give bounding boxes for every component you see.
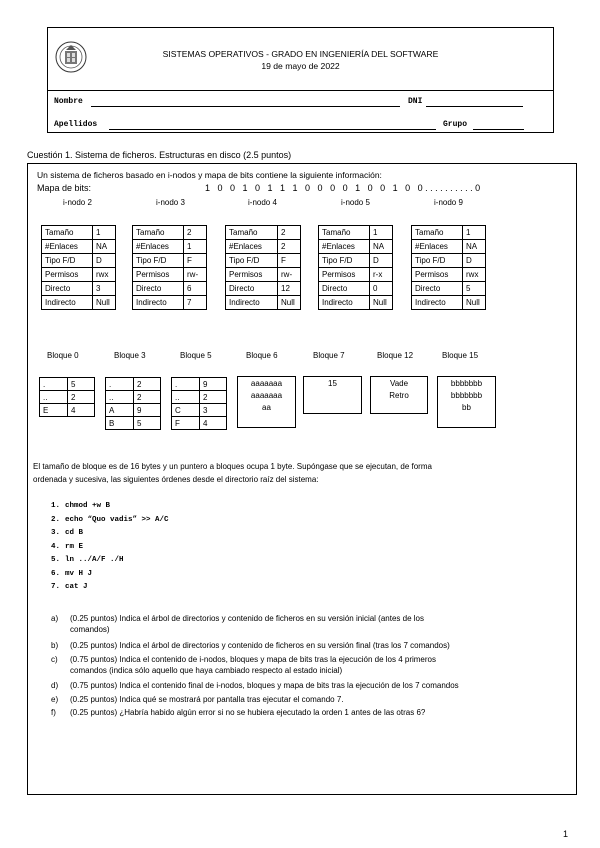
text-line: Retro (389, 391, 409, 400)
cell: 2 (68, 391, 95, 404)
cell: Tamaño (133, 226, 184, 240)
text-line: Vade (389, 379, 409, 388)
subquestion-a (51, 613, 556, 635)
cell: #Enlaces (412, 240, 463, 254)
text-line: bb (462, 403, 471, 412)
cell: Directo (319, 282, 370, 296)
cell: Directo (412, 282, 463, 296)
exam-title: SISTEMAS OPERATIVOS - GRADO EN INGENIERÍA DEL SOFTWARE (162, 49, 439, 59)
text-line: 15 (328, 379, 337, 388)
cell: Null (370, 296, 393, 310)
command-number: 2. (51, 516, 61, 524)
cell: Indirecto (133, 296, 184, 310)
block-0-table (39, 377, 95, 417)
block-7-content (303, 376, 362, 414)
command-item (51, 502, 110, 510)
cell: rw- (278, 268, 301, 282)
cell: rwx (93, 268, 116, 282)
cell: Null (463, 296, 486, 310)
statement-line-2: ordenada y sucesiva, las siguientes órdenes desde el directorio raíz del sistema: (33, 475, 319, 484)
subquestion-letter: a) (51, 614, 59, 623)
subquestion-f (51, 707, 566, 718)
command-item (51, 529, 83, 537)
cell: 2 (278, 226, 301, 240)
nombre-label: Nombre (54, 97, 83, 106)
dni-field[interactable] (426, 106, 523, 107)
subquestion-text: (0.25 puntos) Indica el árbol de directorios y contenido de ficheros en su versión final (tras los 7 comandos) (70, 641, 450, 650)
command-number: 6. (51, 570, 61, 578)
cell: Tamaño (42, 226, 93, 240)
cell: Tamaño (412, 226, 463, 240)
cell: Null (93, 296, 116, 310)
cell: 9 (200, 378, 227, 391)
cell: B (106, 417, 134, 430)
cell: rwx (463, 268, 486, 282)
subquestion-text: (0.75 puntos) Indica el contenido final de i-nodos, bloques y mapa de bits tras la ejecución de los 7 comandos (70, 681, 459, 690)
cell: Directo (133, 282, 184, 296)
command-text: cd B (65, 529, 84, 537)
bitmap-bits: 1 0 0 1 0 1 1 1 0 0 0 0 1 0 0 1 0 0 . . . . . . . . . . 0 (205, 183, 481, 193)
intro-text: Un sistema de ficheros basado en i-nodos y mapa de bits contiene la siguiente información: (37, 170, 382, 180)
subquestion-letter: b) (51, 641, 59, 650)
cell: .. (40, 391, 68, 404)
cell: F (278, 254, 301, 268)
cell: Tipo F/D (42, 254, 93, 268)
subquestion-d (51, 680, 566, 691)
cell: Permisos (226, 268, 278, 282)
command-item (51, 543, 83, 551)
cell: 2 (134, 378, 161, 391)
header-title-area (48, 28, 553, 91)
block-label: Bloque 15 (442, 351, 479, 360)
cell: Tamaño (226, 226, 278, 240)
block-6-content (237, 376, 296, 428)
inode-table-2 (41, 225, 116, 310)
cell: #Enlaces (42, 240, 93, 254)
exam-header (47, 27, 554, 133)
cell: F (184, 254, 207, 268)
command-number: 3. (51, 529, 61, 537)
command-item (51, 570, 92, 578)
command-number: 7. (51, 583, 61, 591)
grupo-field[interactable] (473, 129, 524, 130)
cell: 1 (370, 226, 393, 240)
apellidos-label: Apellidos (54, 120, 98, 129)
cell: #Enlaces (319, 240, 370, 254)
inode-table-3 (132, 225, 207, 310)
cell: 9 (134, 404, 161, 417)
cell: NA (463, 240, 486, 254)
cell: 5 (68, 378, 95, 391)
command-item (51, 516, 169, 524)
subquestion-e (51, 694, 566, 705)
cell: Permisos (319, 268, 370, 282)
block-3-table (105, 377, 161, 430)
cell: 4 (200, 417, 227, 430)
inode-label: i-nodo 3 (156, 198, 185, 207)
subquestion-c (51, 654, 556, 676)
cell: 7 (184, 296, 207, 310)
cell: . (106, 378, 134, 391)
text-line: bbbbbbb (450, 379, 483, 388)
block-label: Bloque 12 (377, 351, 414, 360)
cell: 6 (184, 282, 207, 296)
cell: . (172, 378, 200, 391)
block-15-content (437, 376, 496, 428)
cell: Directo (226, 282, 278, 296)
cell: 3 (93, 282, 116, 296)
command-text: cat J (65, 583, 88, 591)
cell: Tipo F/D (226, 254, 278, 268)
inode-table-9 (411, 225, 486, 310)
block-label: Bloque 3 (114, 351, 146, 360)
inode-label: i-nodo 2 (63, 198, 92, 207)
subquestion-text: (0.25 puntos) ¿Habría habido algún error si no se hubiera ejecutado la orden 1 antes de las otras 6? (70, 708, 426, 717)
text-line: aaaaaaa (250, 391, 283, 400)
cell: 2 (184, 226, 207, 240)
cell: r-x (370, 268, 393, 282)
cell: Null (278, 296, 301, 310)
subquestion-letter: c) (51, 655, 58, 664)
inode-table-5 (318, 225, 393, 310)
cell: Directo (42, 282, 93, 296)
text-line: bbbbbbb (450, 391, 483, 400)
inode-label: i-nodo 5 (341, 198, 370, 207)
block-label: Bloque 5 (180, 351, 212, 360)
cell: Permisos (133, 268, 184, 282)
cell: 2 (278, 240, 301, 254)
command-text: mv H J (65, 570, 93, 578)
command-number: 5. (51, 556, 61, 564)
cell: F (172, 417, 200, 430)
text-line: aa (262, 403, 271, 412)
cell: Indirecto (319, 296, 370, 310)
cell: Tipo F/D (412, 254, 463, 268)
block-5-table (171, 377, 227, 430)
cell: 5 (463, 282, 486, 296)
command-text: chmod +w B (65, 502, 111, 510)
cell: Tipo F/D (319, 254, 370, 268)
command-text: ln ../A/F ./H (65, 556, 124, 564)
cell: Indirecto (412, 296, 463, 310)
cell: 1 (184, 240, 207, 254)
cell: 2 (200, 391, 227, 404)
cell: Permisos (412, 268, 463, 282)
inode-label: i-nodo 4 (248, 198, 277, 207)
cell: A (106, 404, 134, 417)
cell: D (463, 254, 486, 268)
cell: Tamaño (319, 226, 370, 240)
exam-date: 19 de mayo de 2022 (261, 61, 340, 71)
cell: Permisos (42, 268, 93, 282)
cell: Tipo F/D (133, 254, 184, 268)
inode-table-4 (225, 225, 301, 310)
text-line: aaaaaaa (250, 379, 283, 388)
command-number: 4. (51, 543, 61, 551)
command-number: 1. (51, 502, 61, 510)
command-item (51, 556, 124, 564)
cell: C (172, 404, 200, 417)
block-label: Bloque 0 (47, 351, 79, 360)
cell: NA (370, 240, 393, 254)
subquestion-letter: d) (51, 681, 59, 690)
block-label: Bloque 7 (313, 351, 345, 360)
question-title: Cuestión 1. Sistema de ficheros. Estructuras en disco (2.5 puntos) (27, 150, 292, 160)
subquestion-text-cont: comandos (indica sólo aquello que haya cambiado respecto al estado inicial) (70, 666, 343, 675)
cell: .. (106, 391, 134, 404)
block-12-content (370, 376, 428, 414)
cell: . (40, 378, 68, 391)
cell: Indirecto (42, 296, 93, 310)
cell: D (93, 254, 116, 268)
subquestion-letter: e) (51, 695, 59, 704)
command-text: rm E (65, 543, 84, 551)
cell: Indirecto (226, 296, 278, 310)
command-text: echo “Quo vadis” >> A/C (65, 516, 169, 524)
cell: 12 (278, 282, 301, 296)
cell: 4 (68, 404, 95, 417)
subquestion-text: (0.25 puntos) Indica el árbol de directorios y contenido de ficheros en su versión inicial (antes de los (70, 614, 424, 623)
subquestion-text-cont: comandos) (70, 625, 110, 634)
cell: 1 (93, 226, 116, 240)
cell: D (370, 254, 393, 268)
cell: #Enlaces (133, 240, 184, 254)
bitmap-label: Mapa de bits: (37, 183, 92, 193)
grupo-label: Grupo (443, 120, 468, 129)
subquestion-text: (0.75 puntos) Indica el contenido de i-nodos, bloques y mapa de bits tras la ejecución de los 4 primeros (70, 655, 436, 664)
cell: #Enlaces (226, 240, 278, 254)
page-number: 1 (563, 829, 569, 839)
dni-label: DNI (408, 97, 423, 106)
cell: 5 (134, 417, 161, 430)
cell: E (40, 404, 68, 417)
cell: 2 (134, 391, 161, 404)
statement-line-1: El tamaño de bloque es de 16 bytes y un puntero a bloques ocupa 1 byte. Supóngase que se ejecutan, de forma (33, 462, 432, 471)
cell: rw- (184, 268, 207, 282)
subquestion-b (51, 640, 566, 651)
cell: .. (172, 391, 200, 404)
cell: 3 (200, 404, 227, 417)
cell: 0 (370, 282, 393, 296)
block-label: Bloque 6 (246, 351, 278, 360)
subquestion-text: (0.25 puntos) Indica qué se mostrará por pantalla tras ejecutar el comando 7. (70, 695, 344, 704)
command-item (51, 583, 88, 591)
subquestion-letter: f) (51, 708, 56, 717)
nombre-field[interactable] (91, 106, 400, 107)
cell: 1 (463, 226, 486, 240)
apellidos-field[interactable] (109, 129, 436, 130)
inode-label: i-nodo 9 (434, 198, 463, 207)
cell: NA (93, 240, 116, 254)
